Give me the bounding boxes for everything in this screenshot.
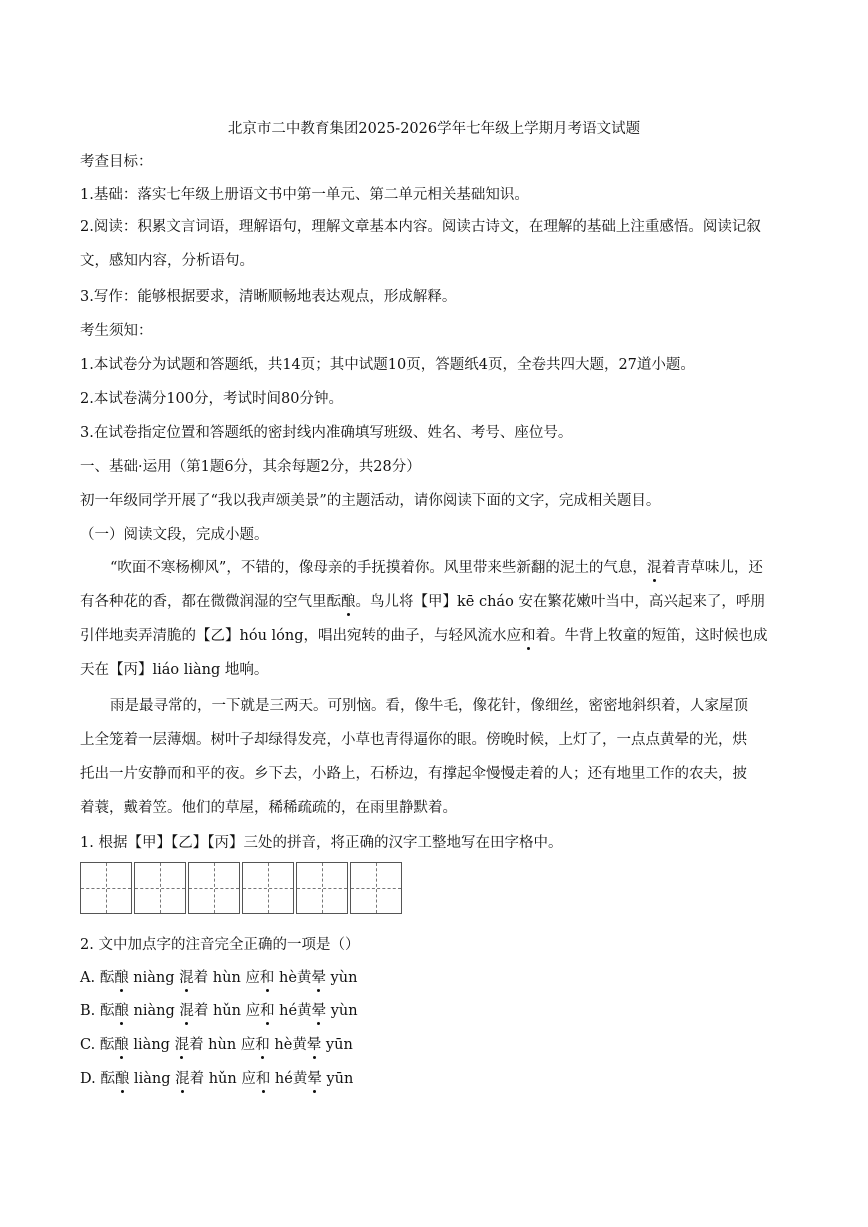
text-segment: 应 — [240, 1037, 256, 1053]
text-segment: 应 — [241, 1071, 256, 1087]
section-heading: 一、基础·运用（第1题6分，其余每题2分，共28分） — [80, 459, 421, 475]
objective-item: 2.阅读：积累文言词语，理解语句，理解文章基本内容。阅读古诗文，在理解的基础上注重感悟。阅读记叙 — [80, 219, 761, 235]
tianzige-cell[interactable] — [350, 862, 402, 914]
text-segment: 酝 — [99, 1037, 115, 1053]
dotted-char: 晕 — [307, 1033, 322, 1054]
page-title: 北京市二中教育集团2025-2026学年七年级上学期月考语文试题 — [227, 121, 641, 137]
text-segment: “吹面不寒杨柳风”，不错的，像母亲的手抚摸着你。风里带来些新翻的泥土的气息， — [110, 560, 647, 576]
objectives-heading: 考查目标： — [80, 154, 153, 170]
question-1-stem: 1. 根据【甲】【乙】【丙】三处的拼音，将正确的汉字工整地写在田字格中。 — [80, 835, 563, 851]
dotted-char: 混 — [175, 1067, 190, 1088]
dotted-char: 和 — [256, 1067, 271, 1088]
text-segment: C. — [80, 1037, 100, 1053]
text-segment: yūn — [321, 1071, 354, 1087]
text-segment: hè — [269, 1037, 293, 1053]
text-segment: 酝 — [100, 1071, 115, 1087]
text-segment: 引伴地卖弄清脆的【乙】hóu lóng，唱出宛转的曲子，与轻风流水应 — [80, 628, 522, 644]
passage-line — [80, 624, 768, 645]
text-segment: niàng — [128, 1003, 180, 1019]
text-segment: 着 — [193, 970, 209, 986]
dotted-char: 晕 — [307, 1067, 322, 1088]
passage-line: 天在【丙】liáo liàng 地响。 — [80, 662, 269, 678]
text-segment: liàng — [129, 1071, 176, 1087]
text-segment: 酝 — [99, 970, 115, 986]
section-intro: 初一年级同学开展了“我以我声颂美景”的主题活动，请你阅读下面的文字，完成相关题目。 — [80, 493, 661, 509]
text-segment: hǔn — [204, 1071, 242, 1087]
passage-line: 雨是最寻常的，一下就是三两天。可别恼。看，像牛毛，像花针，像细丝，密密地斜织着，人家屋顶 — [110, 698, 748, 714]
text-segment: hè — [274, 970, 297, 986]
option-b[interactable] — [80, 999, 358, 1020]
dotted-char: 和 — [260, 966, 275, 987]
dotted-char: 和 — [260, 999, 275, 1020]
notice-item: 1.本试卷分为试题和答题纸，共14页；其中试题10页，答题纸4页，全卷共四大题，27道小题。 — [80, 357, 695, 373]
dotted-char: 和 — [255, 1033, 270, 1054]
passage-line: 上全笼着一层薄烟。树叶子却绿得发亮，小草也青得逼你的眼。傍晚时候，上灯了，一点点黄晕的光，烘 — [80, 732, 747, 748]
passage-line: 着蓑，戴着笠。他们的草屋，稀稀疏疏的，在雨里静默着。 — [80, 800, 457, 816]
text-segment: 黄 — [292, 1037, 307, 1053]
dotted-char: 混 — [647, 556, 662, 577]
dotted-char: 晕 — [312, 999, 327, 1020]
passage-line — [110, 556, 763, 577]
tianzige-cell[interactable] — [188, 862, 240, 914]
text-segment: 着 — [189, 1071, 205, 1087]
text-segment: yùn — [326, 1003, 358, 1019]
question-2-stem: 2. 文中加点字的注音完全正确的一项是（） — [80, 937, 360, 953]
text-segment: hùn — [203, 1037, 241, 1053]
text-segment: 。鸟儿将【甲】kē cháo 安在繁花嫩叶当中，高兴起来了，呼朋 — [355, 594, 765, 610]
text-segment: niàng — [128, 970, 180, 986]
tianzige-cell[interactable] — [242, 862, 294, 914]
dotted-char: 酿 — [114, 999, 129, 1020]
text-segment: 酝 — [99, 1003, 115, 1019]
dotted-char: 酿 — [341, 590, 356, 611]
tianzige-cell[interactable] — [134, 862, 186, 914]
text-segment: 黄 — [297, 1003, 312, 1019]
dotted-char: 混 — [175, 1033, 190, 1054]
notice-item: 2.本试卷满分100分，考试时间80分钟。 — [80, 391, 343, 407]
text-segment: yùn — [325, 970, 358, 986]
tianzige-cell[interactable] — [80, 862, 132, 914]
dotted-char: 酿 — [114, 966, 129, 987]
text-segment: yūn — [321, 1037, 353, 1053]
text-segment: 着。牛背上牧童的短笛，这时候也成 — [535, 628, 768, 644]
tianzige-cell[interactable] — [296, 862, 348, 914]
option-d[interactable] — [80, 1067, 353, 1088]
text-segment: hé — [270, 1071, 293, 1087]
text-segment: hùn — [208, 970, 246, 986]
text-segment: hǔn — [208, 1003, 246, 1019]
dotted-char: 混 — [179, 999, 194, 1020]
text-segment: 着 — [193, 1003, 209, 1019]
dotted-char: 混 — [179, 966, 194, 987]
dotted-char: 和 — [521, 624, 536, 645]
text-segment: D. — [80, 1071, 101, 1087]
text-segment: liàng — [128, 1037, 175, 1053]
text-segment: hé — [274, 1003, 298, 1019]
objective-item: 1.基础：落实七年级上册语文书中第一单元、第二单元相关基础知识。 — [80, 187, 529, 203]
passage-line — [80, 590, 765, 611]
dotted-char: 酿 — [115, 1067, 130, 1088]
text-segment: 有各种花的香，都在微微润湿的空气里酝 — [80, 594, 341, 610]
text-segment: 应 — [245, 970, 260, 986]
option-a[interactable] — [80, 966, 357, 987]
text-segment: 黄 — [292, 1071, 308, 1087]
text-segment: 着青草味儿，还 — [661, 560, 763, 576]
subsection-heading: （一）阅读文段，完成小题。 — [80, 527, 269, 543]
text-segment: 着 — [189, 1037, 204, 1053]
option-c[interactable] — [80, 1033, 353, 1054]
objective-item: 3.写作：能够根据要求，清晰顺畅地表达观点，形成解释。 — [80, 289, 457, 305]
notice-heading: 考生须知： — [80, 323, 153, 339]
text-segment: 黄 — [296, 970, 312, 986]
tianzige-grid — [80, 862, 404, 914]
notice-item: 3.在试卷指定位置和答题纸的密封线内准确填写班级、姓名、考号、座位号。 — [80, 425, 573, 441]
text-segment: A. — [80, 970, 100, 986]
passage-line: 托出一片安静而和平的夜。乡下去，小路上，石桥边，有撑起伞慢慢走着的人；还有地里工作的农夫，披 — [80, 766, 747, 782]
text-segment: 应 — [245, 1003, 261, 1019]
dotted-char: 晕 — [311, 966, 326, 987]
text-segment: B. — [80, 1003, 100, 1019]
dotted-char: 酿 — [114, 1033, 129, 1054]
objective-item: 文，感知内容，分析语句。 — [80, 253, 254, 269]
